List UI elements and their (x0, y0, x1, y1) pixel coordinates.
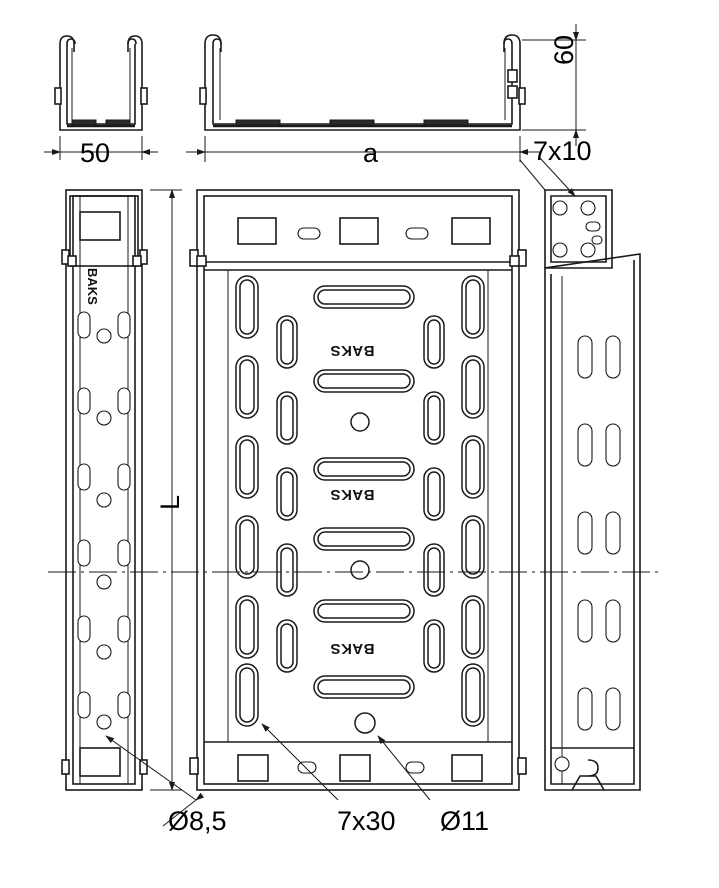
dim-label-50: 50 (80, 138, 111, 168)
brand-mark-base-3: BAKS (330, 640, 375, 657)
slot-column-left-inner (277, 316, 297, 672)
dim-label-L: L (155, 494, 185, 510)
dim-label-7x30: 7x30 (337, 806, 396, 836)
side-view-right (520, 160, 640, 790)
end-section-50 (55, 36, 147, 130)
slot-column-right-inner (424, 316, 444, 672)
brand-mark-side-1: BAKS (85, 268, 100, 305)
brand-mark-base-2: BAKS (330, 486, 375, 503)
side-view-left (62, 190, 147, 790)
dim-label-a: a (363, 138, 379, 168)
cross-section-a (200, 35, 525, 130)
slot-column-left-outer (236, 276, 258, 726)
dim-label-7x10: 7x10 (533, 136, 592, 166)
dim-label-hole-11: Ø11 (440, 806, 490, 836)
dim-L (150, 190, 185, 790)
dim-label-60: 60 (549, 34, 579, 65)
brand-mark-base-1: BAKS (330, 342, 375, 359)
dim-label-hole-8-5: Ø8,5 (168, 806, 227, 836)
slot-column-right-outer (462, 276, 484, 726)
